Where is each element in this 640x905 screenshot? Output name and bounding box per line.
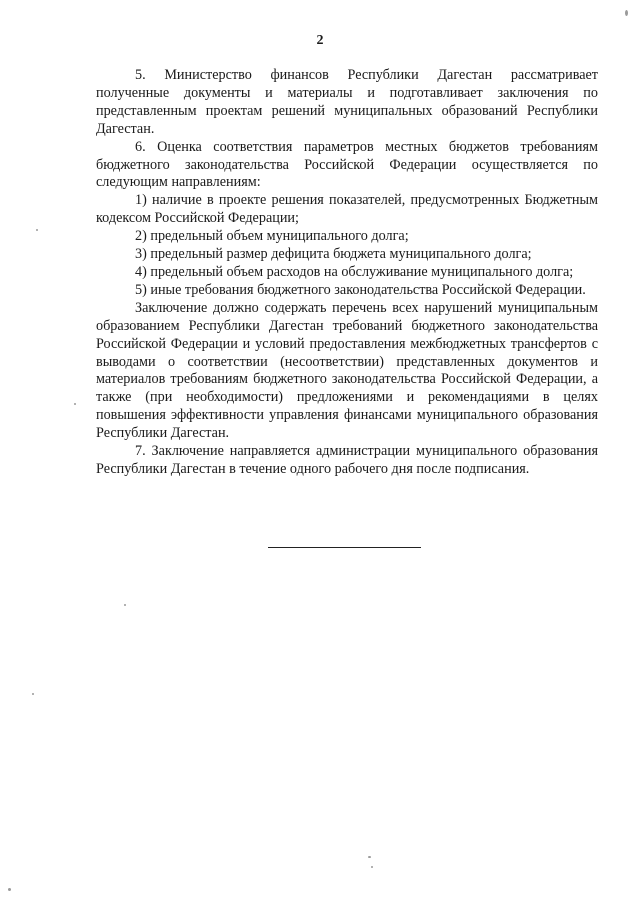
scan-speck [371, 866, 373, 868]
scan-speck [74, 403, 76, 405]
scan-speck [124, 604, 126, 606]
paragraph-conclusion: Заключение должно содержать перечень всех нарушений муниципальным образованием Республики Дагестан требований бюджетного законодательства Российской Федерации и условий предоставления межбюджетных трансфертов с выводами о соответствии (несоответствии) представленных документов и материалов требованиям бюджетного законодательства Российской Федерации, а также (при необходимости) предложениями и рекомендациями в целях повышения эффективности управления финансами муниципального образования Республики Дагестан. [96, 299, 598, 442]
list-item-5: 5) иные требования бюджетного законодательства Российской Федерации. [135, 281, 586, 298]
scan-speck [32, 693, 34, 695]
paragraph-5-text-rest: полученные документы и материалы и подготавливает заключения по представленным проектам решений муниципальных образований Республики Дагестан. [96, 84, 598, 137]
list-item-4: 4) предельный объем расходов на обслуживание муниципального долга; [135, 263, 574, 280]
end-separator-line [268, 547, 421, 548]
scan-speck [368, 856, 371, 858]
list-item-1: 1) наличие в проекте решения показателей, предусмотренных Бюджетным кодексом Российской Федерации; [96, 192, 598, 227]
list-item-3: 3) предельный размер дефицита бюджета муниципального долга; [135, 246, 532, 263]
list-item-2: 2) предельный объем муниципального долга; [135, 228, 409, 245]
paragraph-7: 7. Заключение направляется администрации муниципального образования Республики Дагестан в течение одного рабочего дня после подписания. [96, 443, 598, 477]
paragraph-5 [96, 67, 598, 139]
scan-speck [625, 10, 628, 16]
page-number: 2 [316, 33, 324, 48]
paragraph-5-text: 5. Министерство финансов Республики Дагестан рассматривает [135, 67, 598, 83]
scan-speck [36, 229, 38, 231]
paragraph-6: 6. Оценка соответствия параметров местных бюджетов требованиям бюджетного законодательства Российской Федерации осуществляется по следующим направлениям: [96, 138, 598, 191]
scan-speck [8, 888, 11, 891]
document-body [96, 67, 598, 479]
